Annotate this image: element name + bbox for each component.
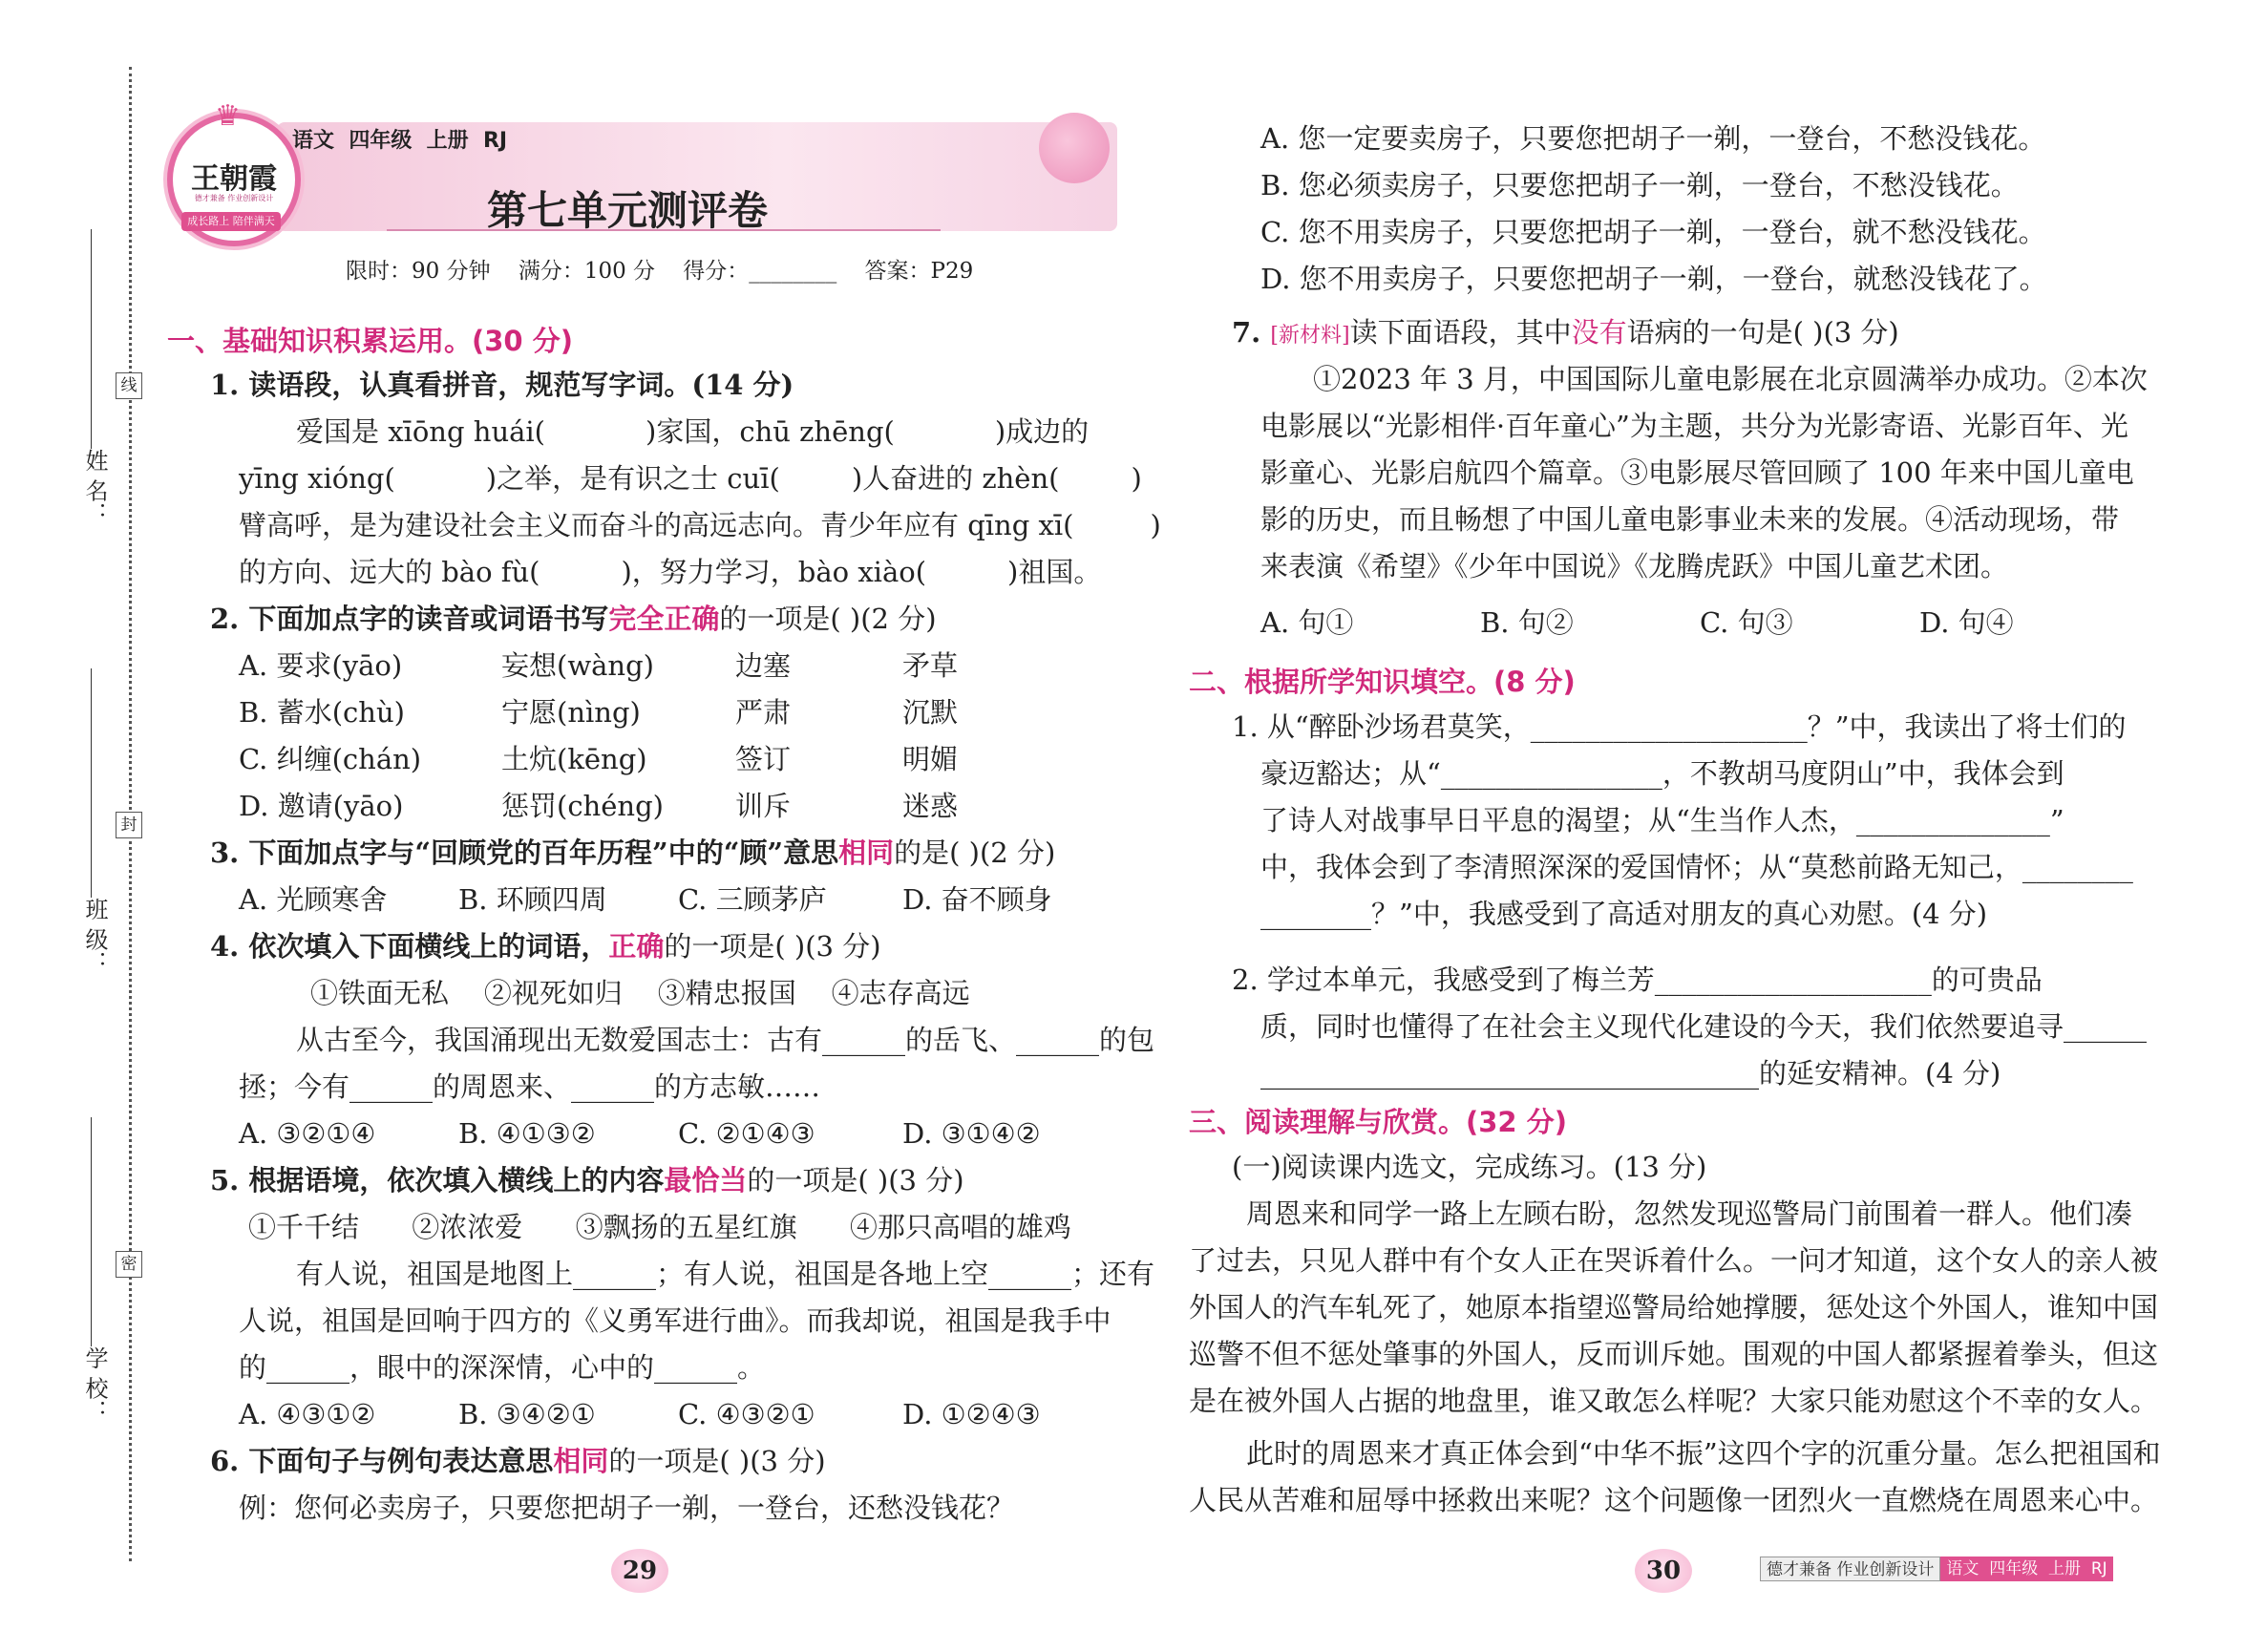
s2-q2-line: 质，同时也懂得了在社会主义现代化建设的今天，我们依然要追寻______ xyxy=(1260,1010,2148,1043)
q1-line3 xyxy=(239,506,1161,544)
q7-passage-line: ①2023 年 3 月，中国国际儿童电影展在北京圆满举办成功。②本次 xyxy=(1313,363,2148,395)
footer-badge xyxy=(1760,1557,2113,1581)
q7-new-material-tag: [新材料] xyxy=(1270,324,1350,348)
q2-option-cell: C. 纠缠(chán) xyxy=(239,743,422,775)
q1-line2 xyxy=(239,459,1142,498)
q1-line4 xyxy=(239,553,1101,591)
header-deco-sun-icon xyxy=(1039,113,1110,183)
q5-text: 的一项是( )(3 分) xyxy=(747,1164,964,1197)
footer-subject: 语文 四年级 上册 RJ xyxy=(1940,1557,2112,1581)
s2-q2-line: ____________________________________的延安精神。(4 分) xyxy=(1260,1057,2001,1090)
s3-passage-line: 此时的周恩来才真正体会到“中华不振”这四个字的沉重分量。怎么把祖国和 xyxy=(1246,1437,2161,1470)
q1-text: ) xyxy=(1150,509,1161,541)
s2-q1-line: 中，我体会到了李清照深深的爱国情怀；从“莫愁前路无知己，________ xyxy=(1260,851,2133,883)
q5-line2: 人说，祖国是回响于四方的《义勇军进行曲》。而我却说，祖国是我手中 xyxy=(239,1304,1111,1337)
q5-title xyxy=(210,1161,964,1199)
logo-text: 王朝霞 xyxy=(191,162,277,196)
q4-text: 的一项是( )(3 分) xyxy=(664,930,881,963)
q2-option-cell: 惩罚(chéng) xyxy=(501,790,664,822)
logo-sub-text: 德才兼备 作业创新设计 xyxy=(194,194,274,202)
q1-text: 的方向、远大的 bào fù( xyxy=(239,556,540,588)
q4-keyword: 正确 xyxy=(608,930,665,963)
q4-option: A. ③②①④ xyxy=(239,1117,376,1150)
s2-q1-line: 1. 从“醉卧沙场君莫笑，____________________？”中，我读出了将士们的 xyxy=(1232,710,2127,743)
name-underline xyxy=(91,229,92,449)
q3-option: D. 奋不顾身 xyxy=(902,883,1052,916)
q7-option: D. 句④ xyxy=(1919,606,2014,639)
q2-option-cell: 严肃 xyxy=(735,696,792,729)
s3-passage-line: 人民从苦难和屈辱中拯救出来呢？这个问题像一团烈火一直燃烧在周恩来心中。 xyxy=(1189,1484,2159,1516)
page-number-right: 30 xyxy=(1635,1549,1692,1593)
q7-passage-line: 来表演《希望》《少年中国说》《龙腾虎跃》中国儿童艺术团。 xyxy=(1260,550,2009,582)
q7-keyword: 没有 xyxy=(1571,316,1627,349)
footer-brand: 德才兼备 作业创新设计 xyxy=(1760,1557,1940,1581)
q5-option: B. ③④②① xyxy=(458,1398,596,1430)
seal-box-seal: 封 xyxy=(116,812,142,838)
s3-subtitle: (一)阅读课内选文，完成练习。(13 分) xyxy=(1232,1151,1707,1183)
q2-option-cell: 矛草 xyxy=(902,649,959,682)
q3-option: B. 环顾四周 xyxy=(458,883,607,916)
s2-q1-line: 豪迈豁达；从“________________，不教胡马度阴山”中，我体会到 xyxy=(1260,757,2064,790)
test-info-line: 限时：90 分钟 满分：100 分 得分：________ 答案：P29 xyxy=(346,259,974,284)
q5-option: C. ④③②① xyxy=(678,1398,815,1430)
q4-title xyxy=(210,927,881,965)
class-underline xyxy=(91,668,92,898)
q7-option: C. 句③ xyxy=(1700,606,1793,639)
q2-option-cell: 土炕(kēng) xyxy=(501,743,647,775)
crown-icon: ♛ xyxy=(215,99,241,133)
s2-q2-line: 2. 学过本单元，我感受到了梅兰芳____________________的可贵品 xyxy=(1232,964,2043,996)
page-title: 第七单元测评卷 xyxy=(487,187,769,234)
school-label: 学 校： xyxy=(81,1346,108,1423)
q2-option-cell: 迷惑 xyxy=(902,790,959,822)
s3-passage-line: 周恩来和同学一路上左顾右盼，忽然发现巡警局门前围着一群人。他们凑 xyxy=(1246,1197,2133,1230)
q7-text: 语病的一句是( )(3 分) xyxy=(1626,316,1899,349)
q2-option-cell: B. 蓄水(chù) xyxy=(239,696,405,729)
seal-box-secret: 密 xyxy=(116,1251,142,1278)
q1-text: )家国，chū zhēng( xyxy=(646,415,895,448)
q3-title xyxy=(210,834,1055,872)
logo-bottom-ribbon: 成长路上 陪伴满天 xyxy=(181,212,281,231)
q3-option: C. 三顾茅庐 xyxy=(678,883,827,916)
subject-line: 语文 四年级 上册 RJ xyxy=(292,129,508,153)
q2-option-cell: 明媚 xyxy=(902,743,959,775)
school-underline xyxy=(91,1117,92,1346)
q2-option-cell: 妄想(wàng) xyxy=(501,649,654,682)
q6-text: 6. 下面句子与例句表达意思 xyxy=(210,1445,554,1477)
q6-option: B. 您必须卖房子，只要您把胡子一剃，一登台，不愁没钱花。 xyxy=(1260,169,2019,201)
q3-text: 3. 下面加点字与“回顾党的百年历程”中的“顾”意思 xyxy=(210,837,839,869)
q4-line2: 拯；今有______的周恩来、______的方志敏…… xyxy=(239,1070,821,1103)
q4-line1: 从古至今，我国涌现出无数爱国志士：古有______的岳飞、______的包 xyxy=(296,1024,1155,1056)
q2-text: 的一项是( )(2 分) xyxy=(719,603,937,635)
q2-option-cell: 宁愿(nìng) xyxy=(501,696,641,729)
s3-passage-line: 巡警不但不惩处肇事的外国人，反而训斥她。围观的中国人都紧握着拳头，但这 xyxy=(1189,1338,2159,1370)
s2-q1-line: ________？”中，我感受到了高适对朋友的真心劝慰。(4 分) xyxy=(1260,898,1988,930)
q7-number: 7. xyxy=(1232,316,1261,349)
q6-example: 例：您何必卖房子，只要您把胡子一剃，一登台，还愁没钱花？ xyxy=(239,1492,1015,1524)
section-1-title: 一、基础知识积累运用。(30 分) xyxy=(167,325,573,357)
q1-text: 爱国是 xīōng huái( xyxy=(296,415,546,448)
q7-passage-line: 影的历史，而且畅想了中国儿童电影事业未来的发展。④活动现场，带 xyxy=(1260,503,2120,536)
q4-option: B. ④①③② xyxy=(458,1117,596,1150)
seal-box-line: 线 xyxy=(116,372,142,399)
q6-keyword: 相同 xyxy=(553,1445,609,1477)
q5-line1: 有人说，祖国是地图上______；有人说，祖国是各地上空______；还有 xyxy=(296,1258,1155,1290)
s2-q1-line: 了诗人对战事早日平息的渴望；从“生当作人杰，______________” xyxy=(1260,804,2064,837)
q4-option: D. ③①④② xyxy=(902,1117,1041,1150)
title-underline xyxy=(387,229,941,231)
q1-text: )成边的 xyxy=(994,415,1090,448)
q6-text: 的一项是( )(3 分) xyxy=(608,1445,826,1477)
q2-option-cell: D. 邀请(yāo) xyxy=(239,790,404,822)
name-label: 姓 名： xyxy=(81,449,108,525)
q7-option: B. 句② xyxy=(1480,606,1574,639)
q1-title: 1. 读语段，认真看拼音，规范写字词。(14 分) xyxy=(210,369,794,401)
section-2-title: 二、根据所学知识填空。(8 分) xyxy=(1189,666,1576,698)
q6-option: A. 您一定要卖房子，只要您把胡子一剃，一登台，不愁没钱花。 xyxy=(1260,122,2046,155)
q3-option: A. 光顾寒舍 xyxy=(239,883,388,916)
q6-option: C. 您不用卖房子，只要您把胡子一剃，一登台，就不愁没钱花。 xyxy=(1260,216,2046,248)
q2-text: 2. 下面加点字的读音或词语书写 xyxy=(210,603,609,635)
q1-text: )，努力学习，bào xiào( xyxy=(621,556,927,588)
page-number-left: 29 xyxy=(611,1549,668,1593)
q1-line1 xyxy=(296,413,1089,451)
s3-passage-line: 了过去，只见人群中有个女人正在哭诉着什么。一问才知道，这个女人的亲人被 xyxy=(1189,1244,2159,1277)
q7-text: 读下面语段，其中 xyxy=(1349,316,1572,349)
q4-items: ①铁面无私 ②视死如归 ③精忠报国 ④志存高远 xyxy=(310,977,970,1009)
q2-keyword: 完全正确 xyxy=(608,603,720,635)
q7-option: A. 句① xyxy=(1260,606,1354,639)
q3-keyword: 相同 xyxy=(838,837,895,869)
section-3-title: 三、阅读理解与欣赏。(32 分) xyxy=(1189,1106,1567,1138)
q1-text: )之举，是有识之士 cuī( xyxy=(485,462,780,495)
q4-text: 4. 依次填入下面横线上的词语， xyxy=(210,930,609,963)
q5-keyword: 最恰当 xyxy=(664,1164,748,1197)
q6-title xyxy=(210,1442,826,1480)
q2-option-cell: A. 要求(yāo) xyxy=(239,649,403,682)
s3-passage-line: 外国人的汽车轧死了，她原本指望巡警局给她撑腰，惩处这个外国人，谁知中国 xyxy=(1189,1291,2159,1324)
q2-option-cell: 沉默 xyxy=(902,696,959,729)
q2-option-cell: 边塞 xyxy=(735,649,792,682)
q6-option: D. 您不用卖房子，只要您把胡子一剃，一登台，就愁没钱花了。 xyxy=(1260,263,2047,295)
q5-option: D. ①②④③ xyxy=(902,1398,1041,1430)
q5-text: 5. 根据语境，依次填入横线上的内容 xyxy=(210,1164,665,1197)
q4-option: C. ②①④③ xyxy=(678,1117,815,1150)
q7-title xyxy=(1232,313,1899,355)
q1-text: )人奋进的 zhèn( xyxy=(851,462,1060,495)
q3-text: 的是( )(2 分) xyxy=(894,837,1056,869)
q5-line3: 的______，眼中的深深情，心中的______。 xyxy=(239,1351,766,1384)
q2-option-cell: 训斥 xyxy=(735,790,792,822)
q7-passage-line: 电影展以“光影相伴·百年童心”为主题，共分为光影寄语、光影百年、光 xyxy=(1260,410,2128,442)
q2-option-cell: 签订 xyxy=(735,743,792,775)
q1-text: )祖国。 xyxy=(1007,556,1102,588)
q1-text: ) xyxy=(1131,462,1142,495)
q2-title xyxy=(210,600,937,638)
s3-passage-line: 是在被外国人占据的地盘里，谁又敢怎么样呢？大家只能劝慰这个不幸的女人。 xyxy=(1189,1385,2159,1417)
q5-items: ①千千结 ②浓浓爱 ③飘扬的五星红旗 ④那只高唱的雄鸡 xyxy=(248,1211,1071,1243)
q7-passage-line: 影童心、光影启航四个篇章。③电影展尽管回顾了 100 年来中国儿童电 xyxy=(1260,456,2134,489)
q1-text: 臂高呼，是为建设社会主义而奋斗的高远志向。青少年应有 qīng xī( xyxy=(239,509,1074,541)
q1-text: yīng xióng( xyxy=(239,462,395,495)
class-label: 班 级： xyxy=(81,898,108,974)
q5-option: A. ④③①② xyxy=(239,1398,376,1430)
